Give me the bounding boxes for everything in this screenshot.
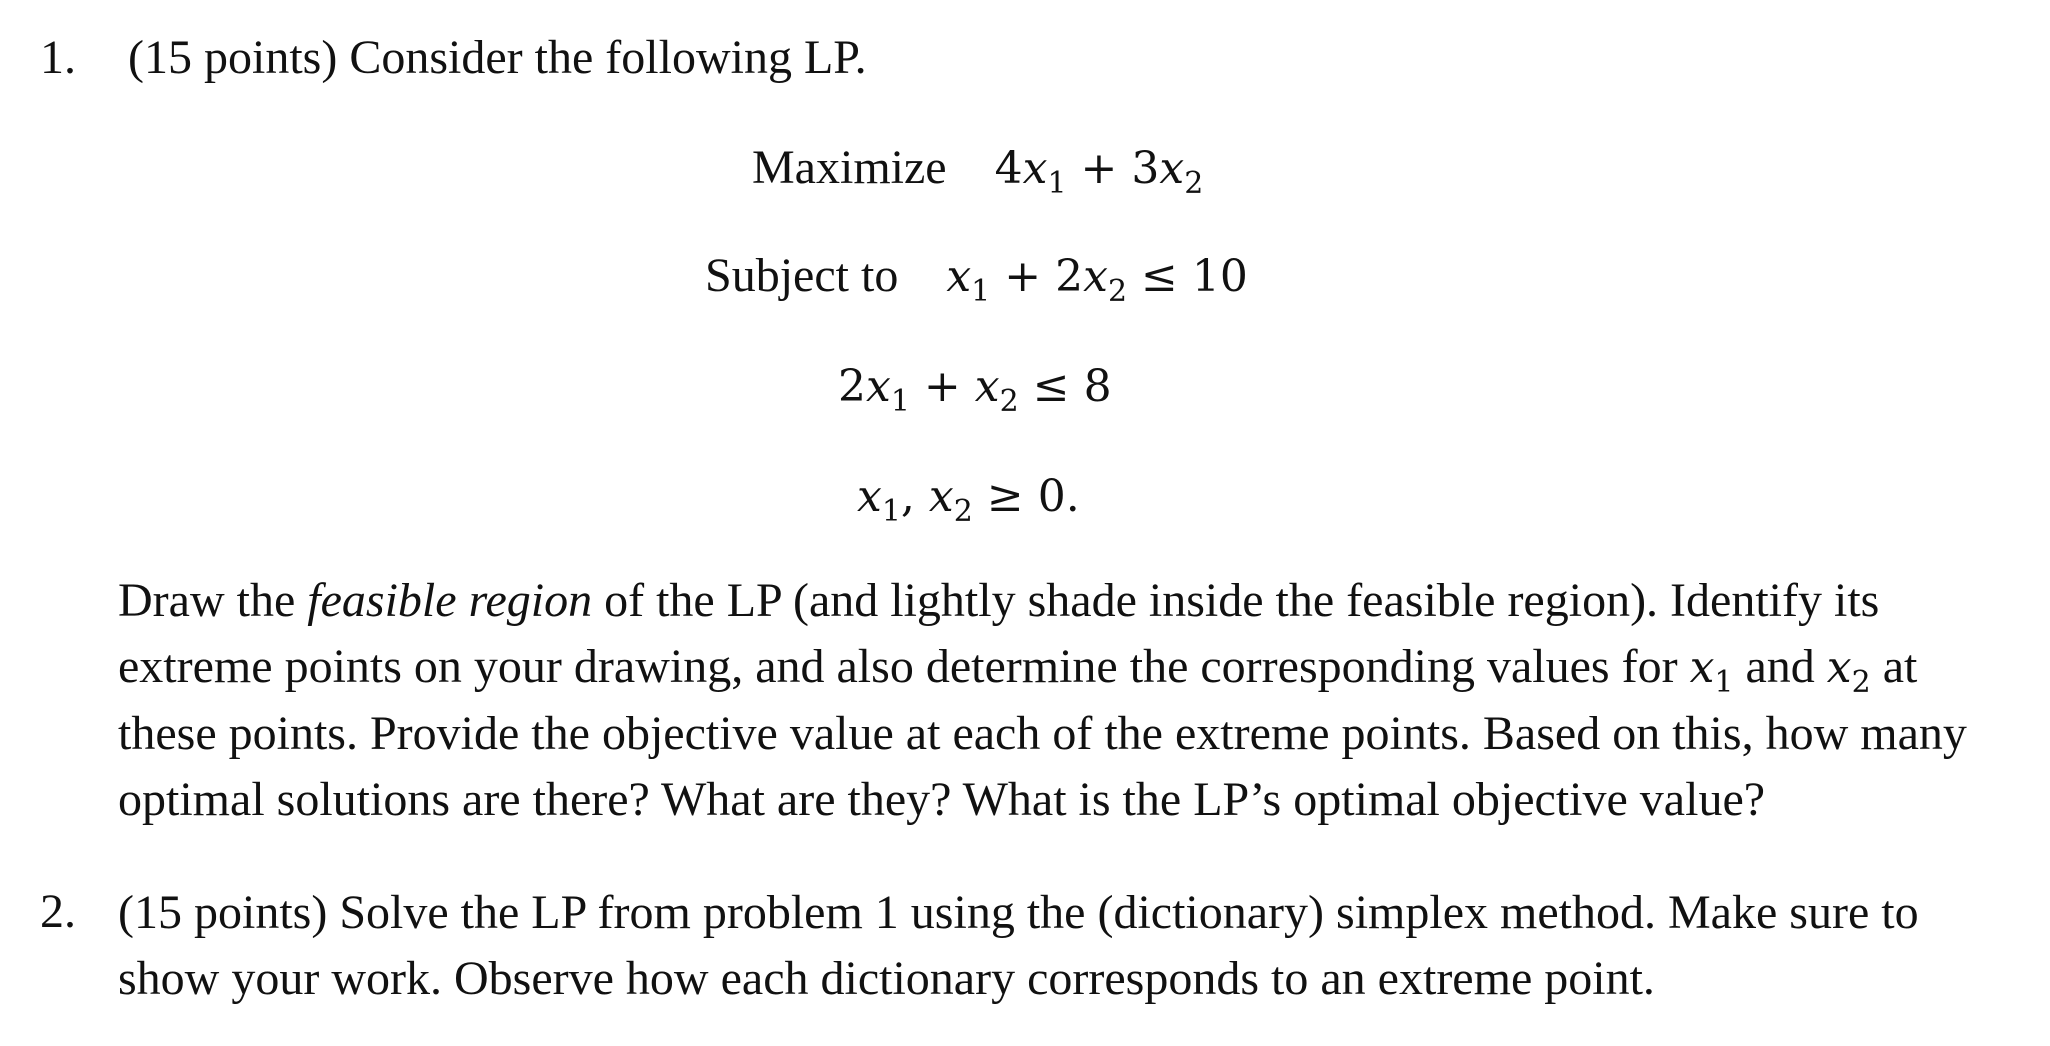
problem-1-number: 1. xyxy=(40,31,76,84)
inline-var-x1: $x_1$ xyxy=(1689,642,1734,700)
constraint-row-2 xyxy=(838,358,1112,419)
maximize-label: Maximize xyxy=(752,141,947,194)
feasible-region-emphasis: feasible region xyxy=(307,574,593,627)
constraint-row-3 xyxy=(857,468,1080,529)
lp-formulation xyxy=(0,120,2050,640)
objective-expression: $4x_1 + 3x_2$ xyxy=(994,143,1204,201)
problem-2-text: (15 points) Solve the LP from problem 1 using the (dictionary) simplex method. Make sure to show your work. Observe how each dictionary corresponds to an extreme point. xyxy=(118,886,1919,1005)
nonnegativity-expression: $x_1$, $x_2 \ge 0$. xyxy=(857,471,1080,529)
constraint-1-expression: $x_1 + 2x_2 \le 10$ xyxy=(946,251,1248,309)
constraint-row-1 xyxy=(705,248,1248,309)
inline-var-x2: $x_2$ xyxy=(1826,642,1871,700)
problem-1-header: (15 points) Consider the following LP. xyxy=(128,31,867,84)
problem-1-instructions: Draw the feasible region of the LP (and lightly shade inside the feasible region). Identify its extreme points on your drawing, and also determine the corresponding values for $x_1$ and $x_2$ at these points. Provide the objective value at each of the extreme points. Based on this, how many optimal solutions are there? What are they? What is the LP’s optimal objective value? xyxy=(118,574,1967,826)
constraint-2-expression: $2x_1 + x_2 \le 8$ xyxy=(838,361,1112,419)
subject-to-label: Subject to xyxy=(705,249,899,302)
objective-row xyxy=(752,140,1204,201)
problem-2-number: 2. xyxy=(40,885,76,938)
